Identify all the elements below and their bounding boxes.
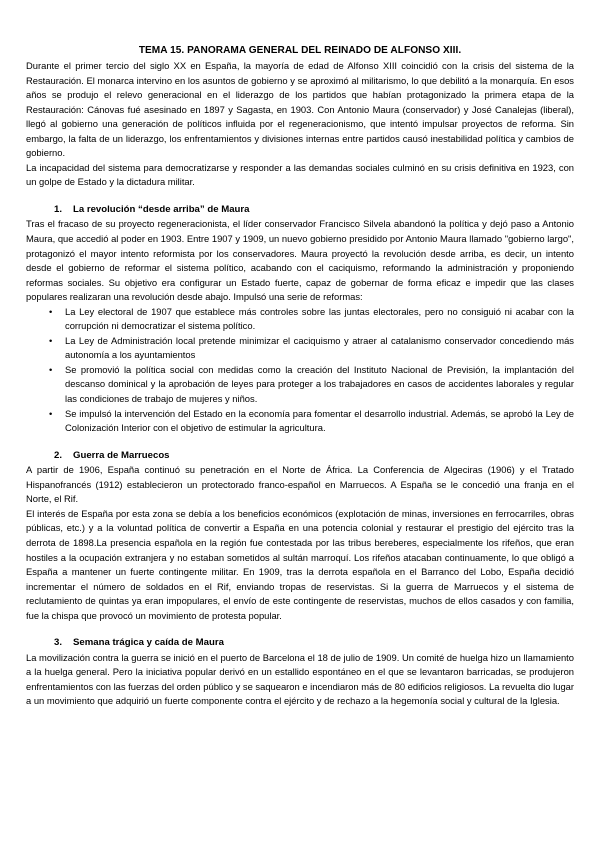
list-item [26,363,574,407]
section-title-1: La revolución “desde arriba” de Maura [73,203,250,215]
section-3-paragraph-1: La movilización contra la guerra se inició en el puerto de Barcelona el 18 de julio de 1909. Un comité de huelga hizo un llamamiento a la huelga general. Pero la iniciativa popular derivó en un estallido espontáneo en el que se levantaron barricadas, se produjeron enfrentamientos con las fuerzas del orden público y se saquearon e incendiaron más de 80 edificios religiosos. La revuelta dio lugar a un movimiento que adquirió un fuerte componente contra el ejército y de rechazo a la hegemonía social y cultural de la Iglesia. [26,651,574,707]
spacer [26,436,574,449]
intro-paragraph-2: La incapacidad del sistema para democratizarse y responder a las demandas sociales culminó en su crisis definitiva en 1923, con un golpe de Estado y la dictadura militar. [26,161,574,188]
section-heading-2 [26,449,574,464]
section-number-3: 3. [54,637,63,649]
spacer [26,623,574,636]
section-heading-1 [26,203,574,218]
section-heading-3 [26,636,574,651]
list-item-text: Se impulsó la intervención del Estado en la economía para fomentar el desarrollo industrial. Además, se aprobó la Ley de Colonización Interior con el objetivo de estimular la agricultura. [65,407,574,434]
intro-paragraph-1: Durante el primer tercio del siglo XX en España, la mayoría de edad de Alfonso XIII coincidió con la crisis del sistema de la Restauración. El monarca intervino en los asuntos de gobierno y se aproximó al militarismo, lo que debilitó a la monarquía. En esos años se produjo el relevo generacional en el liderazgo de los partidos que habían protagonizado la primera etapa de la Restauración: Cánovas fué asesinado en 1897 y Sagasta, en 1903. Con Antonio Maura (conservador) y José Canalejas (liberal), llegó al gobierno una generación de políticos influida por el regeneracionismo, que intentó impulsar proyectos de reforma. Sin embargo, la falta de un liderazgo, los enfrentamientos y divisiones internas entre partidos causó inestabilidad política y cambios de gobierno. [26,60,574,159]
section-2-paragraph-1: A partir de 1906, España continuó su penetración en el Norte de África. La Conferencia de Algeciras (1906) y el Tratado Hispanofrancés (1912) establecieron un protectorado franco-español en Marruecos. A España se le concedió una franja en el Norte, el Rif. [26,464,574,505]
section-number-1: 1. [54,203,63,215]
bullet-icon: • [49,407,53,419]
section-2-paragraph-2: El interés de España por esta zona se debía a los beneficios económicos (explotación de minas, inversiones en ferrocarriles, obras públicas, etc.) y a la voluntad política de convertir a España en una potencia colonial y restaurar el prestigio del ejército tras la derrota de 1898.La presencia española en la región fue contestada por las tribus bereberes, especialmente los rifeños, que eran hostiles a la ocupación extranjera y no estaban sometidos al sultán marroquí. Los rifeños atacaban continuamente, lo que obligó a España a mantener un fuerte contingente militar. En 1909, tras la derrota española en el Barranco del Lobo, España decidió incrementar el número de soldados en el Rif, enviando tropas de reservistas. Si la guerra de Marruecos y el sistema de reclutamiento de quintas ya eran impopulares, el envío de este contingente de reservistas, muchos de ellos casados y con familia, fue la chispa que provocó un movimiento de protesta popular. [26,507,574,621]
list-item-text: La Ley de Administración local pretende minimizar el caciquismo y atraer al catalanismo conservador concediendo más autonomía a los ayuntamientos [65,334,574,361]
bullet-icon: • [49,363,53,375]
list-item [26,334,574,363]
list-item-text: La Ley electoral de 1907 que establece más controles sobre las juntas electorales, pero no consiguió ni acabar con la corrupción ni democratizar el sistema político. [65,305,574,332]
spacer [26,190,574,203]
section-number-2: 2. [54,449,63,461]
list-item [26,305,574,334]
section-1-paragraph-1: Tras el fracaso de su proyecto regeneracionista, el líder conservador Francisco Silvela abandonó la política y dejó paso a Antonio Maura, que accedió al poder en 1903. Entre 1907 y 1909, un nuevo gobierno presidido por Antonio Maura llamado "gobierno largo", protagonizó el mayor intento reformista por los conservadores. Maura proyectó la revolución desde arriba, es decir, un intento desde el gobierno de reformar el sistema político, acabando con el caciquismo, reformando la administración y proponiendo reformas sociales. Su objetivo era configurar un Estado fuerte, capaz de gobernar de forma eficaz e impedir que las clases populares realizaran una revolución desde abajo. Impulsó una serie de reformas: [26,218,574,303]
section-1-bullet-list [26,305,574,436]
bullet-icon: • [49,305,53,317]
list-item-text: Se promovió la política social con medidas como la creación del Instituto Nacional de Previsión, la implantación del descanso dominical y la aprobación de leyes para proteger a los trabajadores en casos de accidentes laborales y regular las condiciones de trabajo de mujeres y niños. [65,363,574,405]
section-title-3: Semana trágica y caída de Maura [73,637,224,649]
page-title: TEMA 15. PANORAMA GENERAL DEL REINADO DE ALFONSO XIII. [138,45,462,56]
list-item [26,407,574,436]
section-title-2: Guerra de Marruecos [73,449,170,461]
bullet-icon: • [49,334,53,346]
